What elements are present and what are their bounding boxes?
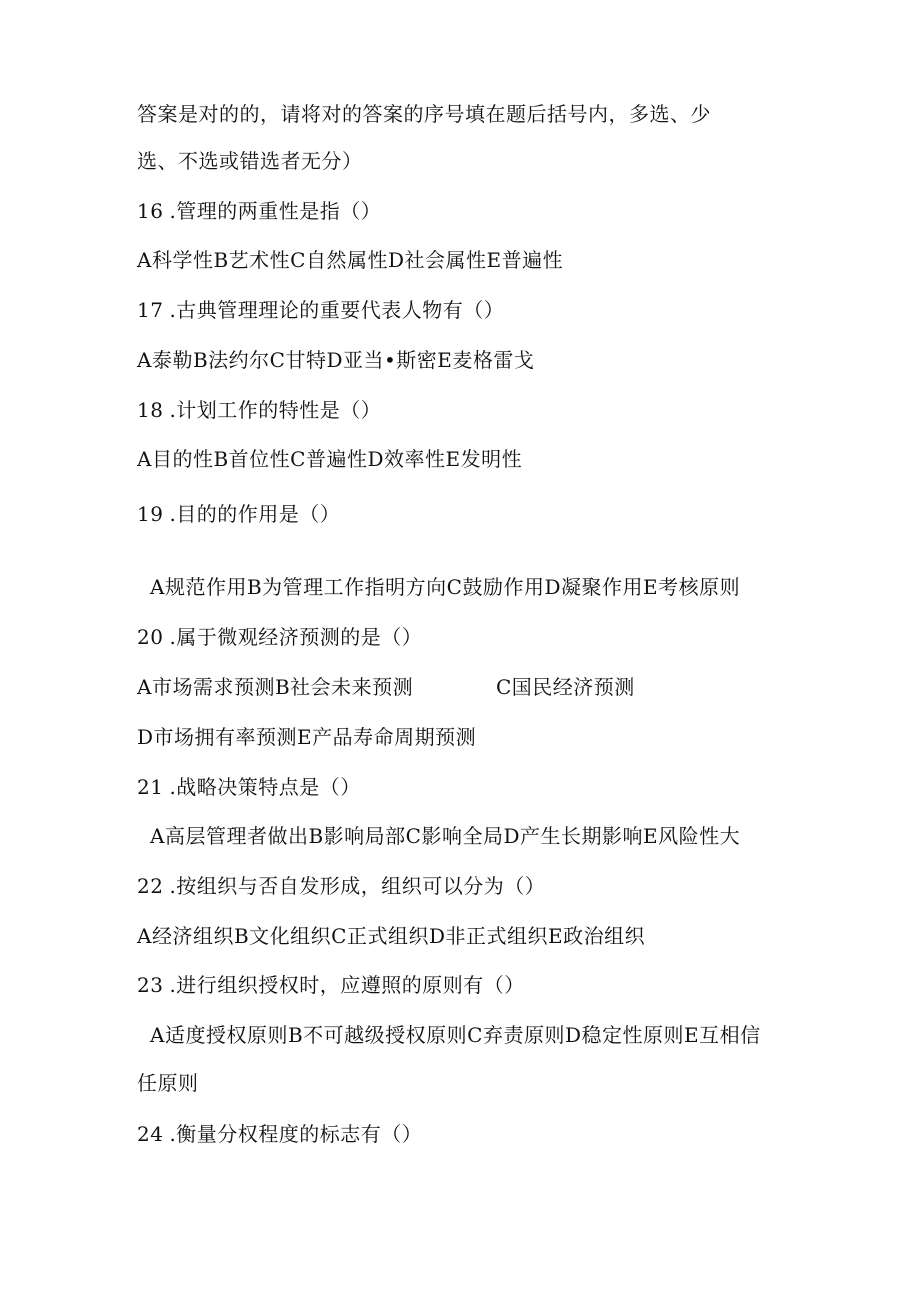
instruction-line-2: 选、不选或错选者无分） <box>137 149 363 173</box>
question-number: 19 <box>137 502 164 526</box>
question-20-options-c: D市场拥有率预测E产品寿命周期预测 <box>137 725 477 749</box>
question-20-options-a: A市场需求预测B社会未来预测 <box>137 675 414 699</box>
question-22 <box>137 872 545 900</box>
question-21-options: A高层管理者做出B影响局部C影响全局D产生长期影响E风险性大 <box>150 824 741 848</box>
question-stem: .古典管理理论的重要代表人物有（） <box>169 298 505 322</box>
question-20 <box>137 623 422 651</box>
question-24 <box>137 1120 422 1148</box>
question-stem: .衡量分权程度的标志有（） <box>169 1122 423 1146</box>
question-18 <box>137 396 381 424</box>
question-stem: .进行组织授权时，应遵照的原则有（） <box>169 973 525 997</box>
question-stem: .计划工作的特性是（） <box>169 398 382 422</box>
question-stem: .属于微观经济预测的是（） <box>169 625 423 649</box>
question-18-options: A目的性B首位性C普遍性D效率性E发明性 <box>137 447 523 471</box>
question-number: 22 <box>137 874 164 898</box>
question-21 <box>137 773 361 801</box>
question-stem: .战略决策特点是（） <box>169 775 361 799</box>
question-22-options: A经济组织B文化组织C正式组织D非正式组织E政治组织 <box>137 924 646 948</box>
question-23-options: A适度授权原则B不可越级授权原则C弃责原则D稳定性原则E互相信 <box>150 1023 761 1047</box>
question-16-options: A科学性B艺术性C自然属性D社会属性E普遍性 <box>137 248 564 272</box>
question-number: 18 <box>137 398 164 422</box>
question-20-options-b: C国民经济预测 <box>496 675 635 699</box>
question-19 <box>137 500 340 528</box>
instruction-line-1: 答案是对的的，请将对的答案的序号填在题后括号内，多选、少 <box>137 102 711 126</box>
question-23-options-cont: 任原则 <box>137 1071 199 1095</box>
question-number: 23 <box>137 973 164 997</box>
question-17-options: A泰勒B法约尔C甘特D亚当•斯密E麦格雷戈 <box>137 348 535 372</box>
question-number: 17 <box>137 298 164 322</box>
question-number: 24 <box>137 1122 164 1146</box>
question-number: 16 <box>137 199 164 223</box>
question-23 <box>137 971 525 999</box>
question-stem: .管理的两重性是指（） <box>169 199 382 223</box>
question-number: 21 <box>137 775 164 799</box>
question-stem: .目的的作用是（） <box>169 502 341 526</box>
question-19-options: A规范作用B为管理工作指明方向C鼓励作用D凝聚作用E考核原则 <box>150 575 741 599</box>
question-number: 20 <box>137 625 164 649</box>
question-stem: .按组织与否自发形成，组织可以分为（） <box>169 874 546 898</box>
question-16 <box>137 197 381 225</box>
question-17 <box>137 296 504 324</box>
